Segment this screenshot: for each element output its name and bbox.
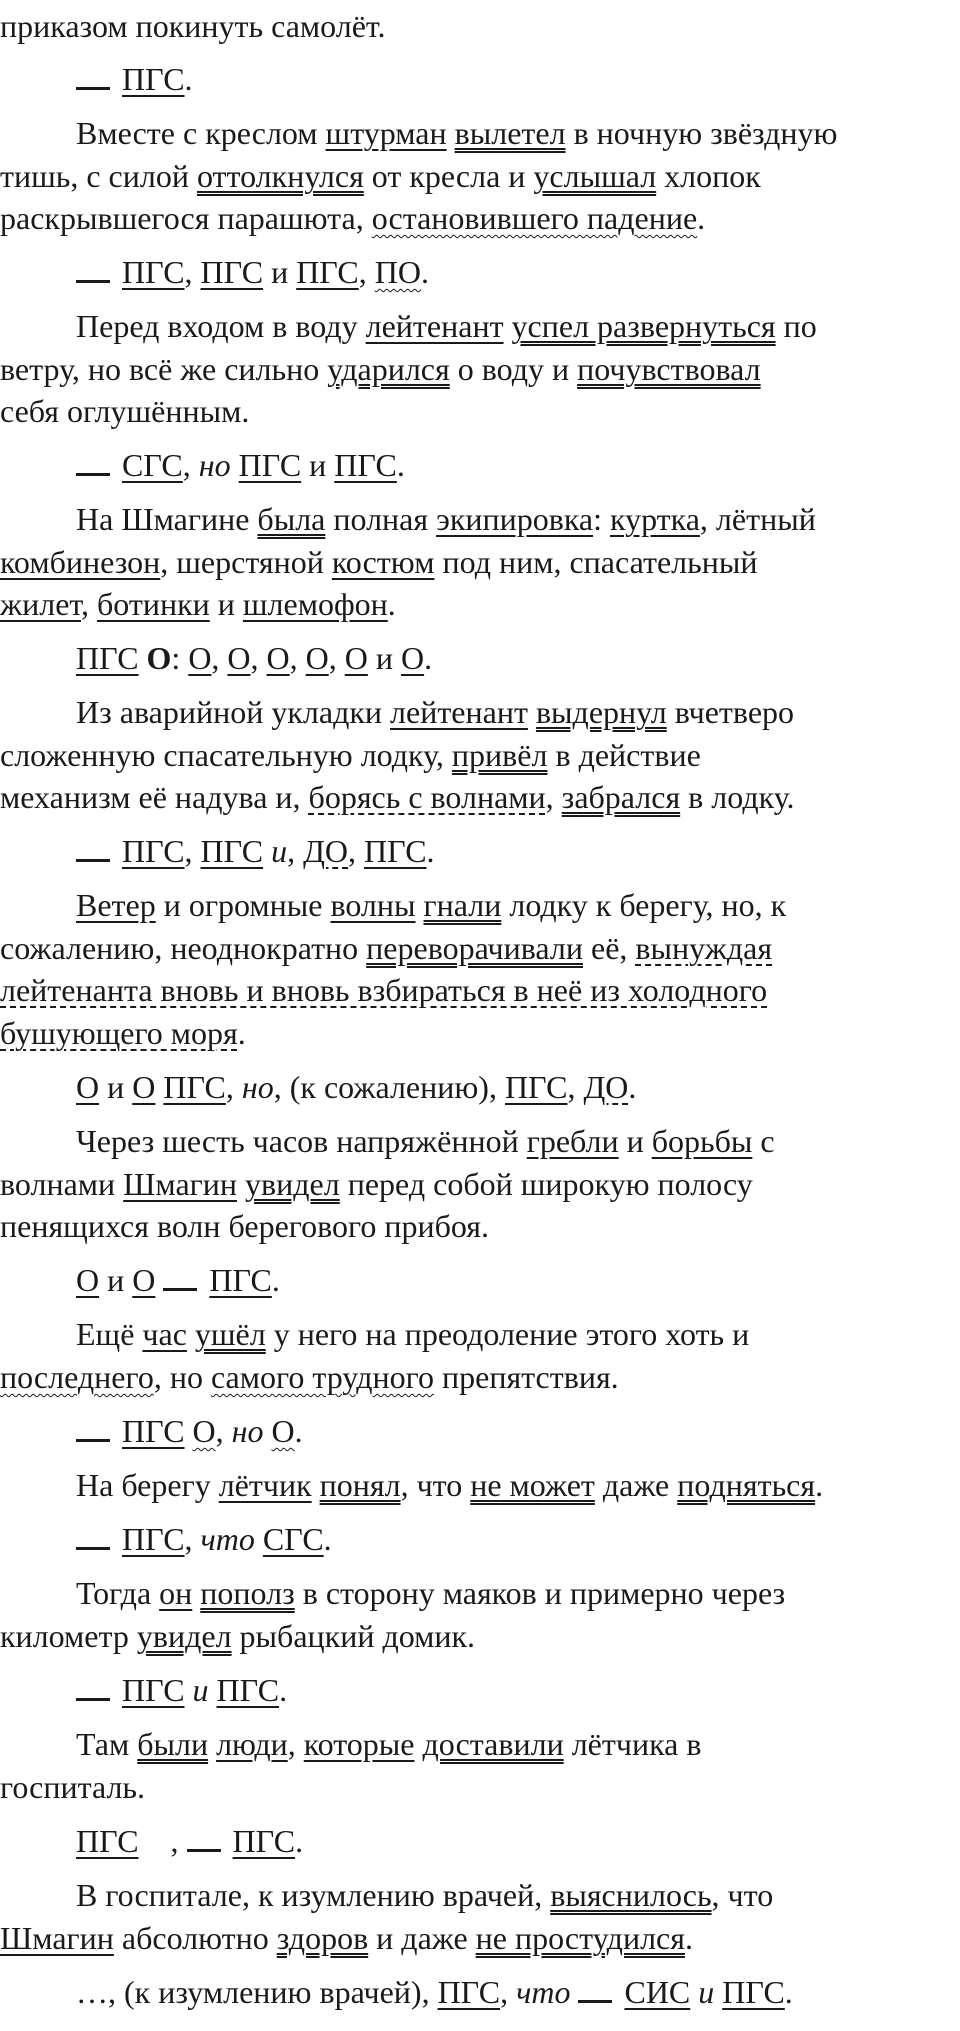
text-line: Вместе с креслом штурман вылетел в ночную звёздную (76, 115, 838, 151)
marked-word: ПГС (504, 1069, 568, 1105)
text-line: последнего, но самого трудного препятствия. (0, 1359, 619, 1395)
subject-omitted-mark (76, 61, 110, 90)
marked-word: была (257, 501, 326, 537)
marked-word: люди (216, 1726, 288, 1762)
marked-word: были (137, 1726, 209, 1762)
text-line: сожалению, неоднократно переворачивали её, вынуждая (0, 930, 773, 966)
marked-word: борясь с волнами (308, 779, 546, 815)
text-line: Из аварийной укладки лейтенант выдернул вчетверо (76, 694, 795, 730)
marked-word: успел развернуться (511, 308, 776, 344)
marked-word: он (159, 1575, 193, 1611)
subject-omitted-mark (76, 254, 110, 283)
text-line: механизм её надува и, борясь с волнами, забрался в лодку. (0, 779, 795, 815)
marked-word: что (200, 1521, 255, 1557)
marked-word: ПГС (122, 254, 185, 290)
marked-word: О (271, 1413, 295, 1449)
marked-word: лейтенанта вновь и вновь взбираться в неё из холодного (0, 972, 768, 1008)
marked-word: О (132, 1069, 156, 1105)
marked-word: ПГС (209, 1262, 272, 1298)
marked-word: Шмагин (123, 1166, 238, 1202)
subject-omitted-mark (187, 1823, 221, 1852)
marked-word: ПГС (200, 254, 264, 290)
marked-word: самого трудного (210, 1359, 434, 1395)
marked-word: О (305, 640, 329, 676)
marked-word: СГС (262, 1521, 324, 1557)
marked-word: ботинки (96, 586, 210, 622)
text-line: В госпитале, к изумлению врачей, выяснилось, что (76, 1877, 774, 1913)
marked-word: комбинезон (0, 544, 161, 580)
text-line: километр увидел рыбацкий домик. (0, 1618, 476, 1654)
subject-omitted-mark (163, 1262, 197, 1291)
marked-word: О (188, 640, 212, 676)
marked-word: ПГС (232, 1823, 296, 1859)
marked-word: ПГС (122, 61, 185, 97)
text-line: бушующего моря. (0, 1015, 246, 1051)
text-line: СГС, но ПГС и ПГС. (76, 445, 405, 488)
marked-word: не простудился (475, 1920, 685, 1956)
text-line: госпиталь. (0, 1769, 145, 1805)
marked-word: оттолкнулся (196, 158, 364, 194)
marked-word: лётчик (218, 1467, 312, 1503)
marked-word: что (516, 1974, 571, 2010)
text-line: ПГС и ПГС. (76, 1670, 287, 1713)
marked-word: ушёл (194, 1316, 266, 1352)
subject-omitted-mark (76, 1521, 110, 1550)
marked-word: О (344, 640, 368, 676)
marked-word: переворачивали (366, 930, 583, 966)
text-line: жилет, ботинки и шлемофон. (0, 586, 396, 622)
text-line: комбинезон, шерстяной костюм под ним, спасательный (0, 544, 758, 580)
marked-word: Ветер (76, 887, 156, 923)
marked-word: ПГС (722, 1974, 785, 2010)
marked-word: не может (470, 1467, 595, 1503)
marked-word: ПГС (216, 1672, 280, 1708)
marked-word: которые (303, 1726, 415, 1762)
text-line: ПГС, что СГС. (76, 1519, 332, 1562)
subject-omitted-mark (578, 1974, 612, 2003)
text-line: раскрывшегося парашюта, остановившего падение. (0, 200, 706, 236)
text-line: приказом покинуть самолёт. (0, 8, 386, 44)
text-line: Шмагин абсолютно здоров и даже не простудился. (0, 1920, 693, 1956)
marked-word: гребли (526, 1123, 619, 1159)
marked-word: ДО (583, 1069, 629, 1105)
marked-word: ПГС (163, 1069, 226, 1105)
text-line: О и О ПГС, но, (к сожалению), ПГС, ДО. (76, 1069, 637, 1105)
subject-omitted-mark (76, 1413, 110, 1442)
text-line: себя оглушённым. (0, 393, 250, 429)
marked-word: ПО (374, 254, 421, 290)
marked-word: ПГС (200, 833, 264, 869)
marked-word: ударился (327, 351, 450, 387)
marked-word: подняться (677, 1467, 816, 1503)
marked-word: жилет (0, 586, 81, 622)
marked-word: и (271, 833, 288, 869)
text-line: ПГС , ПГС. (76, 1823, 304, 1859)
marked-word: ПГС (122, 833, 185, 869)
marked-word: почувствовал (577, 351, 761, 387)
text-line: пенящихся волн берегового прибоя. (0, 1208, 489, 1244)
text-line: ПГС. (76, 59, 193, 102)
marked-word: гнали (423, 887, 502, 923)
text-line: тишь, с силой оттолкнулся от кресла и услышал хлопок (0, 158, 761, 194)
marked-word: экипировка (436, 501, 594, 537)
marked-word: волны (330, 887, 416, 923)
marked-word: здоров (276, 1920, 369, 1956)
marked-word: увидел (136, 1618, 232, 1654)
marked-word: ПГС (122, 1521, 185, 1557)
marked-word: и (698, 1974, 715, 2010)
marked-word: СГС (122, 447, 183, 483)
marked-word: костюм (331, 544, 435, 580)
text-line: О и О ПГС. (76, 1262, 280, 1298)
subject-omitted-mark (76, 833, 110, 862)
marked-word: О (76, 1069, 100, 1105)
marked-word: выяснилось (550, 1877, 712, 1913)
marked-word: СИС (624, 1974, 691, 2010)
marked-word: ПГС (296, 254, 359, 290)
marked-word: ПГС (334, 447, 397, 483)
text-line (0, 970, 767, 1013)
text-line: волнами Шмагин увидел перед собой широкую полосу (0, 1166, 753, 1202)
marked-word: забрался (561, 779, 681, 815)
marked-word: Шмагин (0, 1920, 114, 1956)
marked-word: ПГС (238, 447, 302, 483)
marked-word: ДО (303, 833, 348, 869)
marked-word: О (266, 640, 290, 676)
marked-word: лейтенант (365, 308, 504, 344)
marked-word: ПГС (76, 640, 139, 676)
text-line: Тогда он пополз в сторону маяков и примерно через (76, 1575, 786, 1611)
marked-word: борьбы (651, 1123, 753, 1159)
text-line: Через шесть часов напряжённой гребли и борьбы с (76, 1123, 775, 1159)
text-line: ПГС О, но О. (76, 1411, 303, 1454)
marked-word: О (227, 640, 251, 676)
marked-word: увидел (245, 1166, 340, 1202)
text-line: сложенную спасательную лодку, привёл в действие (0, 737, 701, 773)
marked-word: выдернул (535, 694, 667, 730)
text-line: Ветер и огромные волны гнали лодку к берегу, но, к (76, 887, 787, 923)
marked-word: вылетел (454, 115, 566, 151)
marked-word: штурман (325, 115, 447, 151)
marked-word: услышал (533, 158, 657, 194)
marked-word: но (231, 1413, 264, 1449)
marked-word: ПГС (76, 1823, 139, 1859)
subject-omitted-mark (76, 447, 110, 476)
marked-word: вынуждая (635, 930, 773, 966)
marked-word: шлемофон (242, 586, 388, 622)
marked-word: пополз (200, 1575, 295, 1611)
marked-word: но (198, 447, 231, 483)
text-line: Ещё час ушёл у него на преодоление этого хоть и (76, 1316, 750, 1352)
marked-word: доставили (422, 1726, 564, 1762)
marked-word: бушующего моря (0, 1015, 238, 1051)
marked-word: ПГС (364, 833, 427, 869)
marked-word: О (132, 1262, 156, 1298)
marked-word: последнего (0, 1359, 154, 1395)
marked-word: О (400, 640, 425, 676)
marked-word: но (241, 1069, 274, 1105)
text-line: ПГС, ПГС и, ДО, ПГС. (76, 831, 435, 874)
marked-word: ПГС (122, 1413, 185, 1449)
text-line: Там были люди, которые доставили лётчика в (76, 1726, 702, 1762)
marked-word: куртка (610, 501, 700, 537)
marked-word: лейтенант (390, 694, 528, 730)
marked-word: понял (319, 1467, 401, 1503)
marked-word: О (192, 1413, 216, 1449)
text-line: Перед входом в воду лейтенант успел развернуться по (76, 308, 817, 344)
text-line: …, (к изумлению врачей), ПГС, что СИС и ПГС. (76, 1974, 793, 2010)
subject-omitted-mark (76, 1672, 110, 1701)
marked-word: ПГС (122, 1672, 185, 1708)
text-line: На берегу лётчик понял, что не может даже подняться. (76, 1467, 824, 1503)
marked-word: час (142, 1316, 187, 1352)
marked-word: О (76, 1262, 100, 1298)
marked-word: О (146, 640, 172, 676)
text-line: ветру, но всё же сильно ударился о воду и почувствовал (0, 351, 761, 387)
marked-word: остановившего падение (371, 200, 698, 236)
text-line: ПГС, ПГС и ПГС, ПО. (76, 252, 429, 295)
text-line: На Шмагине была полная экипировка: куртка, лётный (76, 501, 816, 537)
text-line: ПГС О: О, О, О, О, О и О. (76, 640, 433, 676)
marked-word: привёл (451, 737, 548, 773)
marked-word: ПГС (437, 1974, 501, 2010)
marked-word: и (192, 1672, 209, 1708)
